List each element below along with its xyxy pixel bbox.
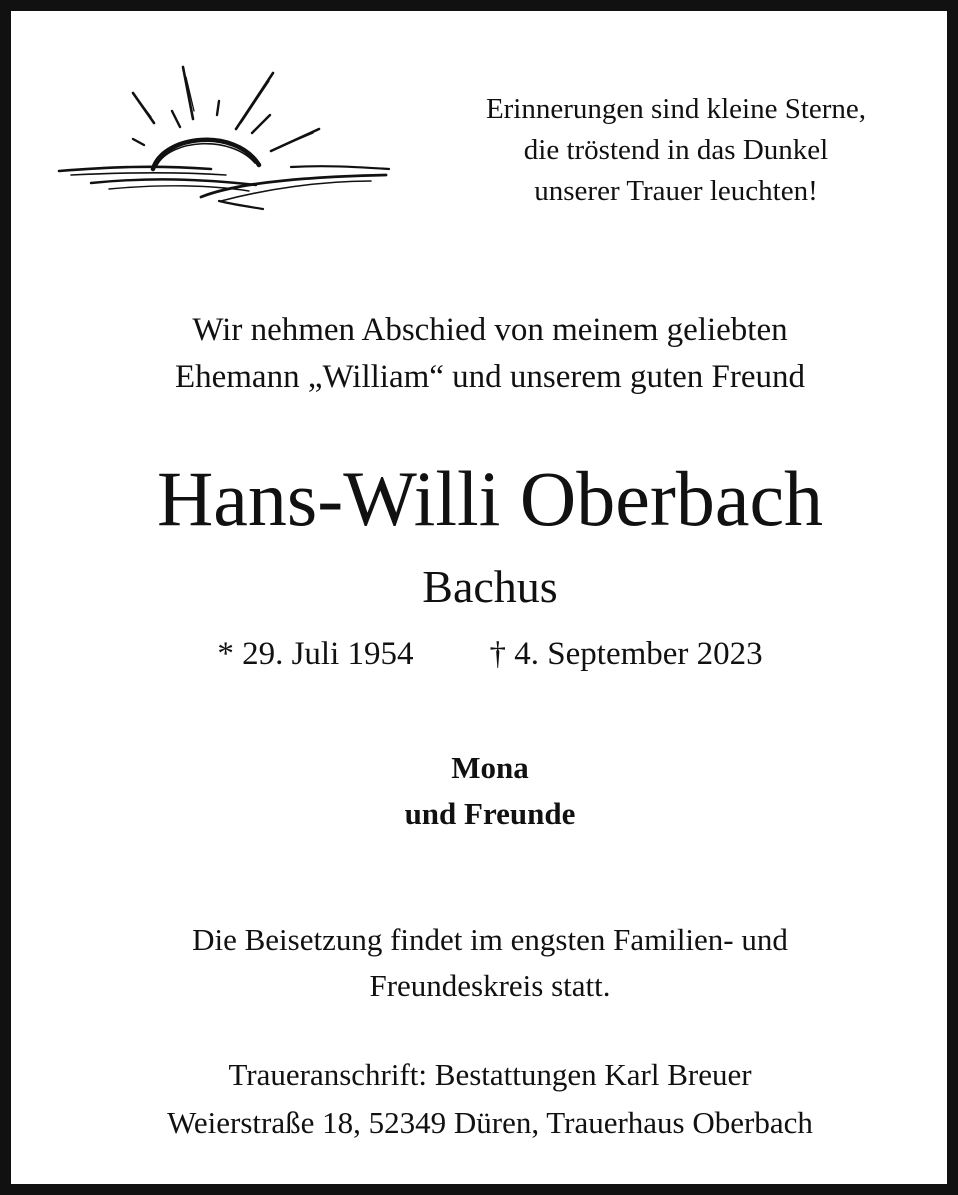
funeral-line: Freundeskreis statt.	[369, 968, 611, 1003]
poem-line: Erinnerungen sind kleine Sterne,	[485, 93, 867, 125]
intro-line: Wir nehmen Abschied von meinem geliebten	[192, 312, 788, 348]
poem-line: die tröstend in das Dunkel	[523, 134, 829, 166]
deceased-nickname: Bachus	[422, 561, 558, 612]
intro-line: Ehemann „William“ und unserem guten Freund	[174, 359, 806, 395]
survivor-line: Mona	[451, 750, 529, 785]
setting-sun-icon	[51, 51, 396, 216]
funeral-line: Die Beisetzung findet im engsten Familien- und	[192, 922, 788, 957]
death-date: † 4. September 2023	[489, 636, 763, 672]
funeral-notice	[51, 917, 929, 1009]
life-dates	[51, 631, 929, 677]
farewell-intro	[51, 307, 929, 401]
birth-date: * 29. Juli 1954	[217, 636, 414, 672]
address-line: Traueranschrift: Bestattungen Karl Breuer	[228, 1057, 752, 1092]
deceased-name: Hans-Willi Oberbach	[156, 455, 824, 542]
poem	[411, 89, 941, 212]
poem-line: unserer Trauer leuchten!	[534, 175, 818, 207]
mourning-address	[41, 1051, 939, 1147]
survivors	[51, 745, 929, 837]
address-line: Weierstraße 18, 52349 Düren, Trauerhaus Oberbach	[167, 1105, 813, 1140]
survivor-line: und Freunde	[404, 796, 576, 831]
